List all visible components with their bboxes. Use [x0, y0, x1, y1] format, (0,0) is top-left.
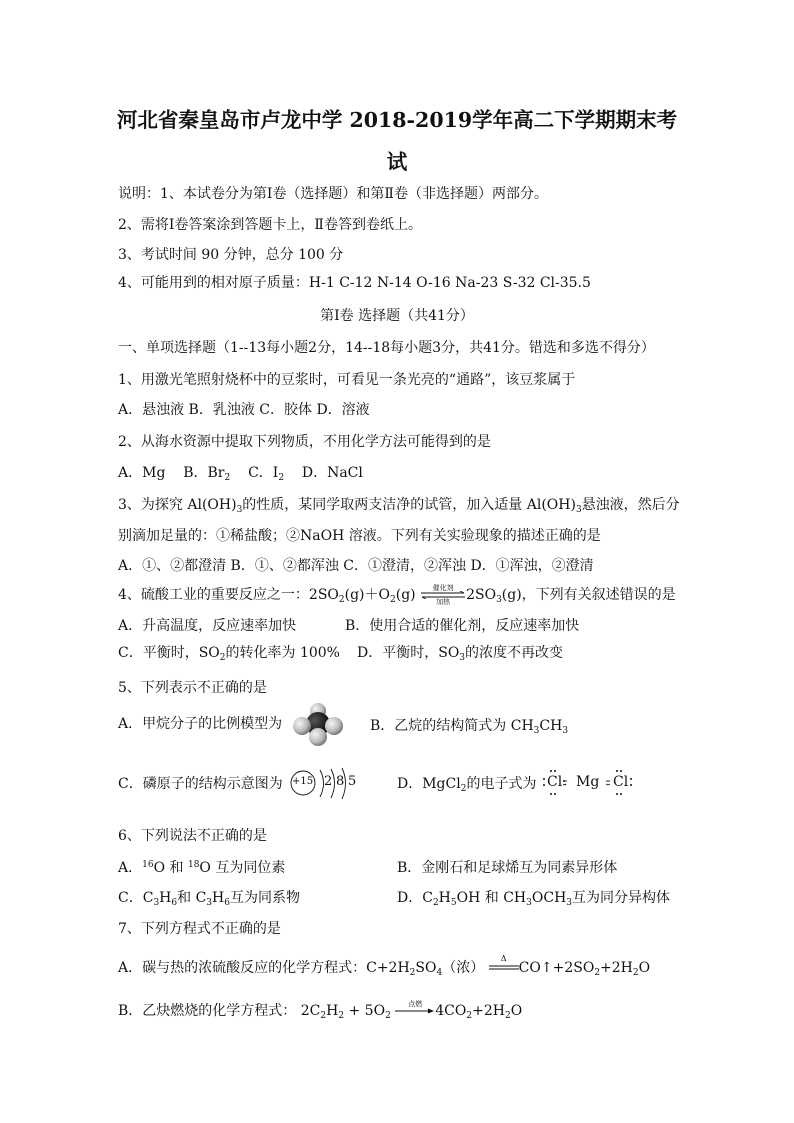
q2-options [118, 463, 363, 483]
q7-option-a: A．碳与热的浓硫酸反应的化学方程式：$C+2H_2SO_4$（浓） Δ $CO↑+2SO_2+2H_2O$ [118, 954, 651, 978]
nucleus-charge: +15 [292, 776, 314, 787]
phosphorus-atom-diagram [288, 764, 360, 804]
q4-stem: 4、硫酸工业的重要反应之一：$2SO_2(g)+O_2(g)$ 催化剂 加热 $2SO_3(g)$，下列有关叙述错误的是 [118, 584, 676, 606]
q3-options: A．①、②都澄清 B．①、②都浑浊 C．①澄清，②浑浊 D．①浑浊，②澄清 [118, 558, 594, 574]
q1-options: A．悬浊液 B．乳浊液 C．胶体 D．溶液 [118, 402, 370, 418]
q2-option-b: B．$Br_2$ [183, 465, 231, 483]
q5-option-b: B．乙烷的结构简式为 $CH_3CH_3$ [370, 718, 569, 736]
instruction-3: 3、考试时间 90 分钟，总分 100 分 [118, 247, 344, 263]
double-line-equals-icon [489, 964, 519, 972]
q7-stem: 7、下列方程式不正确的是 [118, 921, 281, 937]
exam-title-line1: 河北省秦皇岛市卢龙中学 2018-2019学年高二下学期期末考 [116, 108, 678, 132]
q4-option-b: B．使用合适的催化剂，反应速率加快 [345, 618, 580, 634]
q6-option-c: C．$C_3H_6$和 $C_3H_6$互为同系物 [118, 890, 300, 908]
q6-option-d: D．$C_2H_5OH$ 和 $CH_3OCH_3$互为同分异构体 [397, 890, 671, 908]
q2-option-d: D．NaCl [301, 465, 363, 481]
section-heading: 第Ⅰ卷 选择题（共41分） [320, 308, 474, 324]
q2-stem: 2、从海水资源中提取下列物质，不用化学方法可能得到的是 [118, 434, 491, 450]
shell-1-count: 2 [324, 774, 333, 789]
q6-option-a: A．$^{16}$O 和 $^{18}$O 互为同位素 [118, 860, 286, 876]
reversible-arrow: 催化剂 加热 [420, 585, 466, 605]
q5-option-a: A．甲烷分子的比例模型为 [118, 716, 283, 732]
q2-option-a: A．Mg [118, 465, 166, 481]
part-heading: 一、单项选择题（1--13每小题2分，14--18每小题3分，共41分。错选和多选不得分） [118, 340, 655, 356]
shell-2-count: 8 [336, 774, 345, 789]
methane-space-filling-model-icon [292, 702, 344, 746]
electron-formula-mg: Mg [576, 774, 600, 790]
instruction-2: 2、需将Ⅰ卷答案涂到答题卡上，Ⅱ卷答到卷纸上。 [118, 217, 422, 233]
instruction-4: 4、可能用到的相对原子质量：H-1 C-12 N-14 O-16 Na-23 S-32 Cl-35.5 [118, 275, 591, 291]
exam-title-line2: 试 [386, 150, 408, 174]
shell-3-count: 5 [348, 774, 357, 789]
q1-stem: 1、用激光笔照射烧杯中的豆浆时，可看见一条光亮的“通路”，该豆浆属于 [118, 372, 576, 388]
right-arrow-icon [395, 1007, 435, 1015]
q4-option-c: C．平衡时，$SO_2$的转化率为 100% [118, 645, 340, 663]
q5-option-d: D．MgCl$_2$的电子式为 [397, 776, 537, 794]
q4-option-a: A．升高温度，反应速率加快 [118, 618, 297, 634]
mgcl2-electron-formula [539, 768, 639, 798]
q2-option-c: C．$I_2$ [248, 465, 285, 483]
electron-formula-cl-right: Cl [613, 774, 629, 790]
q7-option-b: B．乙炔燃烧的化学方程式： $2C_2H_2 + 5O_2$ 点燃 $4CO_2+2H_2O$ [118, 1000, 523, 1021]
electron-formula-cl-left: Cl [547, 774, 563, 790]
q6-stem: 6、下列说法不正确的是 [118, 828, 267, 844]
instruction-1: 说明：1、本试卷分为第Ⅰ卷（选择题）和第Ⅱ卷（非选择题）两部分。 [118, 186, 548, 202]
q5-option-c: C．磷原子的结构示意图为 [118, 776, 283, 792]
q4-option-d: D．平衡时，$SO_3$的浓度不再改变 [357, 645, 564, 663]
heat-equals-sign: Δ [489, 958, 519, 978]
q3-stem-line2: 别滴加足量的：①稀盐酸；②NaOH 溶液。下列有关实验现象的描述正确的是 [118, 528, 601, 544]
q3-stem-line1: 3、为探究 $Al(OH)_3$的性质，某同学取两支洁净的试管，加入适量 $Al(OH)_3$悬浊液，然后分 [118, 497, 680, 515]
ignite-arrow: 点燃 [395, 1001, 435, 1021]
q6-option-b: B．金刚石和足球烯互为同素异形体 [397, 860, 618, 876]
q5-stem: 5、下列表示不正确的是 [118, 680, 267, 696]
